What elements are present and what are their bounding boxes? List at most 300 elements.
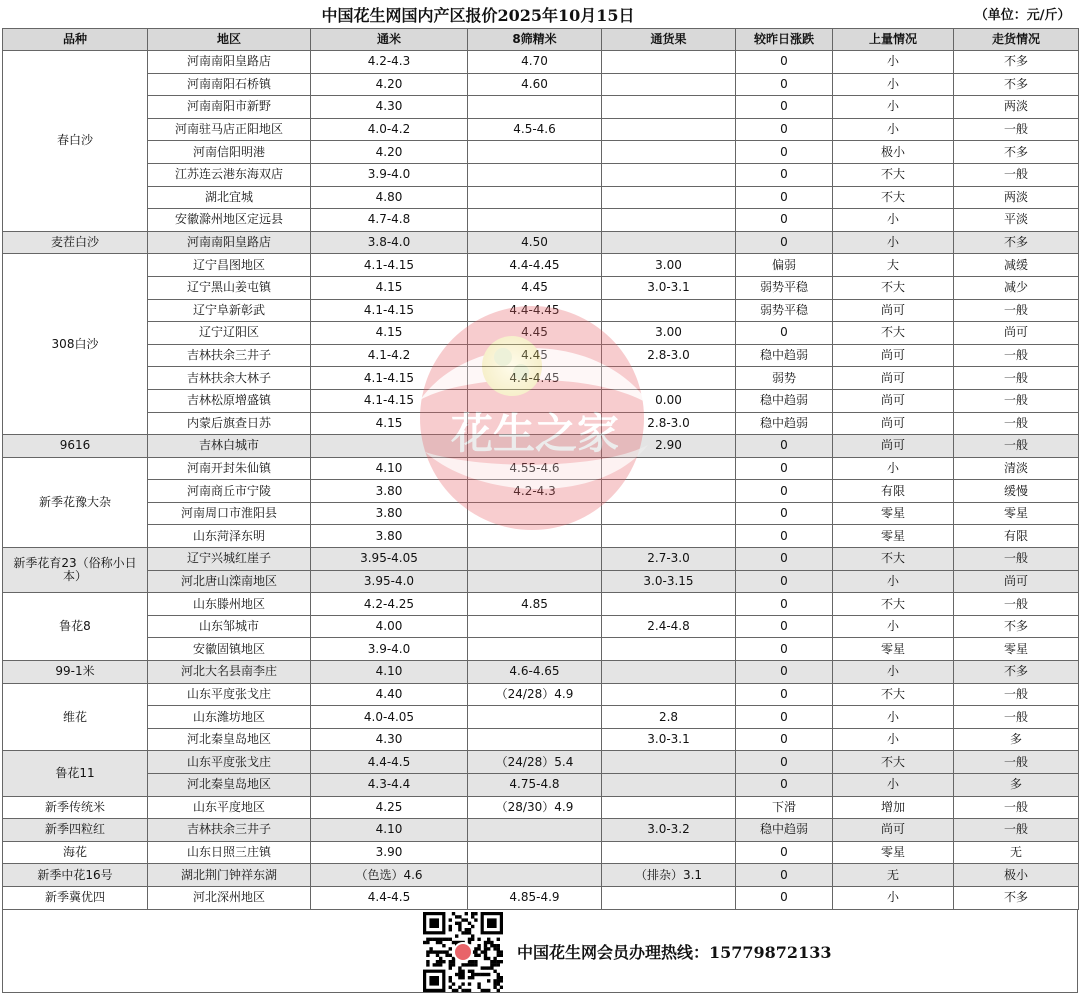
tongmi-cell: 4.2-4.3: [311, 51, 468, 74]
table-row: [3, 299, 1079, 322]
tongmi-cell: 4.00: [311, 615, 468, 638]
8sieve-kernel-cell: [468, 864, 602, 887]
region-cell: 山东日照三庄镇: [148, 841, 311, 864]
daily-change-cell: 0: [736, 548, 833, 571]
header-sales: 走货情况: [954, 29, 1079, 51]
sales-cell: 无: [954, 841, 1079, 864]
in-shell-cell: [602, 367, 736, 390]
daily-change-cell: 0: [736, 480, 833, 503]
qr-code-icon: [423, 912, 503, 992]
sales-cell: 尚可: [954, 570, 1079, 593]
supply-cell: 不大: [833, 683, 954, 706]
tongmi-cell: 4.2-4.25: [311, 593, 468, 616]
sales-cell: 零星: [954, 502, 1079, 525]
region-cell: 吉林白城市: [148, 435, 311, 458]
in-shell-cell: 2.8: [602, 706, 736, 729]
daily-change-cell: 0: [736, 141, 833, 164]
8sieve-kernel-cell: [468, 209, 602, 232]
table-row: [3, 141, 1079, 164]
in-shell-cell: 0.00: [602, 389, 736, 412]
sales-cell: 一般: [954, 367, 1079, 390]
region-cell: 河南商丘市宁陵: [148, 480, 311, 503]
variety-cell: 春白沙: [3, 51, 148, 232]
8sieve-kernel-cell: [468, 548, 602, 571]
tongmi-cell: 4.15: [311, 412, 468, 435]
table-row: [3, 254, 1079, 277]
in-shell-cell: [602, 73, 736, 96]
region-cell: 吉林扶余三井子: [148, 344, 311, 367]
daily-change-cell: 0: [736, 864, 833, 887]
region-cell: 河南驻马店正阳地区: [148, 118, 311, 141]
table-row: [3, 457, 1079, 480]
8sieve-kernel-cell: [468, 819, 602, 842]
sales-cell: 一般: [954, 412, 1079, 435]
daily-change-cell: 0: [736, 593, 833, 616]
sales-cell: 一般: [954, 796, 1079, 819]
supply-cell: 尚可: [833, 299, 954, 322]
table-row: [3, 683, 1079, 706]
member-hotline: 中国花生网会员办理热线：15779872133: [517, 943, 832, 962]
in-shell-cell: [602, 525, 736, 548]
in-shell-cell: [602, 51, 736, 74]
region-cell: 河南信阳明港: [148, 141, 311, 164]
variety-cell: 鲁花8: [3, 593, 148, 661]
region-cell: 河南开封朱仙镇: [148, 457, 311, 480]
8sieve-kernel-cell: （24/28）5.4: [468, 751, 602, 774]
daily-change-cell: 弱势: [736, 367, 833, 390]
8sieve-kernel-cell: [468, 412, 602, 435]
sales-cell: 零星: [954, 638, 1079, 661]
tongmi-cell: 4.20: [311, 141, 468, 164]
tongmi-cell: （色选）4.6: [311, 864, 468, 887]
daily-change-cell: 0: [736, 51, 833, 74]
region-cell: 辽宁黑山姜屯镇: [148, 276, 311, 299]
region-cell: 吉林扶余大林子: [148, 367, 311, 390]
in-shell-cell: [602, 480, 736, 503]
region-cell: 吉林扶余三井子: [148, 819, 311, 842]
region-cell: 辽宁阜新彰武: [148, 299, 311, 322]
sales-cell: 不多: [954, 615, 1079, 638]
tongmi-cell: 4.1-4.2: [311, 344, 468, 367]
in-shell-cell: [602, 118, 736, 141]
supply-cell: 极小: [833, 141, 954, 164]
in-shell-cell: 2.8-3.0: [602, 412, 736, 435]
table-row: [3, 51, 1079, 74]
sales-cell: 不多: [954, 661, 1079, 684]
table-row: [3, 96, 1079, 119]
sales-cell: 缓慢: [954, 480, 1079, 503]
region-cell: 山东菏泽东明: [148, 525, 311, 548]
in-shell-cell: [602, 638, 736, 661]
in-shell-cell: [602, 209, 736, 232]
region-cell: 河北秦皇岛地区: [148, 774, 311, 797]
variety-cell: 新季花豫大杂: [3, 457, 148, 547]
tongmi-cell: 4.1-4.15: [311, 389, 468, 412]
table-row: [3, 118, 1079, 141]
8sieve-kernel-cell: [468, 502, 602, 525]
tongmi-cell: 4.10: [311, 457, 468, 480]
sales-cell: 两淡: [954, 96, 1079, 119]
supply-cell: 小: [833, 73, 954, 96]
tongmi-cell: 4.10: [311, 819, 468, 842]
8sieve-kernel-cell: [468, 525, 602, 548]
in-shell-cell: 3.0-3.1: [602, 276, 736, 299]
sales-cell: 一般: [954, 706, 1079, 729]
daily-change-cell: 0: [736, 118, 833, 141]
sales-cell: 一般: [954, 435, 1079, 458]
variety-cell: 新季传统米: [3, 796, 148, 819]
region-cell: 河南南阳市新野: [148, 96, 311, 119]
8sieve-kernel-cell: [468, 728, 602, 751]
table-row: [3, 841, 1079, 864]
daily-change-cell: 0: [736, 638, 833, 661]
header-tongmi: 通米: [311, 29, 468, 51]
8sieve-kernel-cell: 4.4-4.45: [468, 254, 602, 277]
supply-cell: 小: [833, 706, 954, 729]
supply-cell: 不大: [833, 593, 954, 616]
daily-change-cell: 稳中趋弱: [736, 389, 833, 412]
variety-cell: 鲁花11: [3, 751, 148, 796]
table-row: [3, 728, 1079, 751]
daily-change-cell: 弱势平稳: [736, 299, 833, 322]
supply-cell: 尚可: [833, 819, 954, 842]
supply-cell: 有限: [833, 480, 954, 503]
8sieve-kernel-cell: 4.55-4.6: [468, 457, 602, 480]
8sieve-kernel-cell: 4.45: [468, 322, 602, 345]
supply-cell: 尚可: [833, 344, 954, 367]
tongmi-cell: 4.0-4.2: [311, 118, 468, 141]
tongmi-cell: 4.40: [311, 683, 468, 706]
tongmi-cell: 4.1-4.15: [311, 367, 468, 390]
supply-cell: 零星: [833, 638, 954, 661]
supply-cell: 尚可: [833, 412, 954, 435]
region-cell: 山东潍坊地区: [148, 706, 311, 729]
8sieve-kernel-cell: （24/28）4.9: [468, 683, 602, 706]
daily-change-cell: 下滑: [736, 796, 833, 819]
supply-cell: 不大: [833, 548, 954, 571]
tongmi-cell: 4.15: [311, 276, 468, 299]
8sieve-kernel-cell: [468, 615, 602, 638]
8sieve-kernel-cell: 4.45: [468, 276, 602, 299]
tongmi-cell: 3.80: [311, 502, 468, 525]
sales-cell: 一般: [954, 751, 1079, 774]
tongmi-cell: 3.8-4.0: [311, 231, 468, 254]
watermark-text: 花生之家: [450, 409, 620, 458]
8sieve-kernel-cell: 4.60: [468, 73, 602, 96]
supply-cell: 小: [833, 661, 954, 684]
table-row: [3, 638, 1079, 661]
region-cell: 内蒙后旗查日苏: [148, 412, 311, 435]
table-row: [3, 389, 1079, 412]
in-shell-cell: [602, 751, 736, 774]
unit-label: （单位：元/斤）: [954, 2, 1079, 29]
in-shell-cell: [602, 886, 736, 909]
region-cell: 湖北荆门钟祥东湖: [148, 864, 311, 887]
header-region: 地区: [148, 29, 311, 51]
table-row: [3, 73, 1079, 96]
in-shell-cell: [602, 186, 736, 209]
daily-change-cell: 0: [736, 661, 833, 684]
supply-cell: 零星: [833, 502, 954, 525]
region-cell: 河北深州地区: [148, 886, 311, 909]
8sieve-kernel-cell: 4.50: [468, 231, 602, 254]
sales-cell: 一般: [954, 344, 1079, 367]
8sieve-kernel-cell: [468, 141, 602, 164]
in-shell-cell: 3.0-3.1: [602, 728, 736, 751]
daily-change-cell: 0: [736, 502, 833, 525]
region-cell: 辽宁兴城红崖子: [148, 548, 311, 571]
8sieve-kernel-cell: [468, 186, 602, 209]
region-cell: 山东滕州地区: [148, 593, 311, 616]
sales-cell: 一般: [954, 819, 1079, 842]
daily-change-cell: 0: [736, 96, 833, 119]
in-shell-cell: 2.7-3.0: [602, 548, 736, 571]
table-row: [3, 344, 1079, 367]
table-row: [3, 209, 1079, 232]
supply-cell: 小: [833, 457, 954, 480]
table-row: [3, 480, 1079, 503]
daily-change-cell: 0: [736, 728, 833, 751]
daily-change-cell: 0: [736, 774, 833, 797]
daily-change-cell: 0: [736, 186, 833, 209]
supply-cell: 增加: [833, 796, 954, 819]
region-cell: 河南南阳皇路店: [148, 51, 311, 74]
region-cell: 辽宁辽阳区: [148, 322, 311, 345]
variety-cell: 新季冀优四: [3, 886, 148, 909]
daily-change-cell: 0: [736, 841, 833, 864]
variety-cell: 308白沙: [3, 254, 148, 435]
table-row: [3, 615, 1079, 638]
in-shell-cell: 2.4-4.8: [602, 615, 736, 638]
table-row: [3, 502, 1079, 525]
region-cell: 湖北宜城: [148, 186, 311, 209]
variety-cell: 海花: [3, 841, 148, 864]
daily-change-cell: 0: [736, 231, 833, 254]
in-shell-cell: （排杂）3.1: [602, 864, 736, 887]
table-row: [3, 796, 1079, 819]
in-shell-cell: 3.0-3.15: [602, 570, 736, 593]
in-shell-cell: [602, 457, 736, 480]
daily-change-cell: 0: [736, 615, 833, 638]
daily-change-cell: 稳中趋弱: [736, 819, 833, 842]
tongmi-cell: 4.4-4.5: [311, 751, 468, 774]
sales-cell: 减少: [954, 276, 1079, 299]
table-row: [3, 706, 1079, 729]
variety-cell: 9616: [3, 435, 148, 458]
region-cell: 河南南阳皇路店: [148, 231, 311, 254]
tongmi-cell: 4.30: [311, 96, 468, 119]
sales-cell: 有限: [954, 525, 1079, 548]
sales-cell: 不多: [954, 51, 1079, 74]
region-cell: 河南南阳石桥镇: [148, 73, 311, 96]
header-variety: 品种: [3, 29, 148, 51]
variety-cell: 99-1米: [3, 661, 148, 684]
in-shell-cell: 2.90: [602, 435, 736, 458]
region-cell: 山东平度张戈庄: [148, 751, 311, 774]
supply-cell: 小: [833, 886, 954, 909]
8sieve-kernel-cell: [468, 389, 602, 412]
region-cell: 吉林松原增盛镇: [148, 389, 311, 412]
supply-cell: 小: [833, 728, 954, 751]
table-row: [3, 570, 1079, 593]
region-cell: 江苏连云港东海双店: [148, 163, 311, 186]
supply-cell: 尚可: [833, 389, 954, 412]
in-shell-cell: [602, 661, 736, 684]
8sieve-kernel-cell: 4.4-4.45: [468, 299, 602, 322]
table-row: [3, 231, 1079, 254]
8sieve-kernel-cell: 4.85-4.9: [468, 886, 602, 909]
footer: [2, 909, 1078, 993]
daily-change-cell: 弱势平稳: [736, 276, 833, 299]
table-row: [3, 661, 1079, 684]
in-shell-cell: [602, 502, 736, 525]
tongmi-cell: 4.4-4.5: [311, 886, 468, 909]
8sieve-kernel-cell: （28/30）4.9: [468, 796, 602, 819]
table-row: [3, 525, 1079, 548]
region-cell: 山东平度张戈庄: [148, 683, 311, 706]
variety-cell: 新季花育23（俗称小日本）: [3, 548, 148, 593]
price-table: [2, 2, 1079, 910]
in-shell-cell: 3.00: [602, 254, 736, 277]
supply-cell: 小: [833, 96, 954, 119]
region-cell: 山东邹城市: [148, 615, 311, 638]
tongmi-cell: [311, 435, 468, 458]
tongmi-cell: 4.80: [311, 186, 468, 209]
tongmi-cell: 4.20: [311, 73, 468, 96]
sales-cell: 一般: [954, 299, 1079, 322]
region-cell: 河北大名县南李庄: [148, 661, 311, 684]
in-shell-cell: 2.8-3.0: [602, 344, 736, 367]
table-row: [3, 548, 1079, 571]
variety-cell: 新季中花16号: [3, 864, 148, 887]
header-in-shell: 通货果: [602, 29, 736, 51]
in-shell-cell: [602, 96, 736, 119]
table-row: [3, 819, 1079, 842]
in-shell-cell: [602, 593, 736, 616]
table-row: [3, 322, 1079, 345]
table-row: [3, 163, 1079, 186]
region-cell: 河北秦皇岛地区: [148, 728, 311, 751]
region-cell: 安徽滁州地区定远县: [148, 209, 311, 232]
tongmi-cell: 3.9-4.0: [311, 638, 468, 661]
in-shell-cell: [602, 299, 736, 322]
8sieve-kernel-cell: [468, 435, 602, 458]
variety-cell: 麦茬白沙: [3, 231, 148, 254]
tongmi-cell: 3.95-4.0: [311, 570, 468, 593]
table-row: [3, 864, 1079, 887]
supply-cell: 小: [833, 51, 954, 74]
tongmi-cell: 3.95-4.05: [311, 548, 468, 571]
supply-cell: 零星: [833, 841, 954, 864]
supply-cell: 尚可: [833, 367, 954, 390]
sales-cell: 清淡: [954, 457, 1079, 480]
supply-cell: 小: [833, 774, 954, 797]
in-shell-cell: [602, 774, 736, 797]
tongmi-cell: 4.0-4.05: [311, 706, 468, 729]
page-title: 中国花生网国内产区报价2025年10月15日: [3, 2, 954, 29]
in-shell-cell: [602, 683, 736, 706]
daily-change-cell: 0: [736, 886, 833, 909]
sales-cell: 一般: [954, 389, 1079, 412]
daily-change-cell: 0: [736, 322, 833, 345]
8sieve-kernel-cell: 4.4-4.45: [468, 367, 602, 390]
8sieve-kernel-cell: 4.85: [468, 593, 602, 616]
in-shell-cell: [602, 163, 736, 186]
in-shell-cell: [602, 841, 736, 864]
8sieve-kernel-cell: [468, 706, 602, 729]
region-cell: 辽宁昌图地区: [148, 254, 311, 277]
tongmi-cell: 4.30: [311, 728, 468, 751]
tongmi-cell: 3.90: [311, 841, 468, 864]
region-cell: 安徽固镇地区: [148, 638, 311, 661]
tongmi-cell: 4.10: [311, 661, 468, 684]
header-daily-change: 较昨日涨跌: [736, 29, 833, 51]
tongmi-cell: 4.1-4.15: [311, 254, 468, 277]
sales-cell: 一般: [954, 548, 1079, 571]
variety-cell: 新季四粒红: [3, 819, 148, 842]
tongmi-cell: 4.3-4.4: [311, 774, 468, 797]
8sieve-kernel-cell: 4.70: [468, 51, 602, 74]
table-header-row: [3, 29, 1079, 51]
daily-change-cell: 0: [736, 457, 833, 480]
table-row: [3, 367, 1079, 390]
8sieve-kernel-cell: 4.45: [468, 344, 602, 367]
supply-cell: 小: [833, 570, 954, 593]
region-cell: 河北唐山滦南地区: [148, 570, 311, 593]
table-row: [3, 412, 1079, 435]
8sieve-kernel-cell: 4.6-4.65: [468, 661, 602, 684]
tongmi-cell: 3.80: [311, 480, 468, 503]
region-cell: 山东平度地区: [148, 796, 311, 819]
tongmi-cell: 3.80: [311, 525, 468, 548]
8sieve-kernel-cell: [468, 638, 602, 661]
daily-change-cell: 0: [736, 163, 833, 186]
supply-cell: 无: [833, 864, 954, 887]
table-row: [3, 774, 1079, 797]
sales-cell: 平淡: [954, 209, 1079, 232]
table-row: [3, 186, 1079, 209]
8sieve-kernel-cell: 4.75-4.8: [468, 774, 602, 797]
daily-change-cell: 0: [736, 751, 833, 774]
header-supply: 上量情况: [833, 29, 954, 51]
variety-cell: 维花: [3, 683, 148, 751]
table-row: [3, 751, 1079, 774]
sales-cell: 多: [954, 774, 1079, 797]
table-row: [3, 886, 1079, 909]
8sieve-kernel-cell: 4.2-4.3: [468, 480, 602, 503]
tongmi-cell: 4.25: [311, 796, 468, 819]
daily-change-cell: 0: [736, 525, 833, 548]
in-shell-cell: 3.0-3.2: [602, 819, 736, 842]
daily-change-cell: 0: [736, 570, 833, 593]
sales-cell: 一般: [954, 163, 1079, 186]
supply-cell: 小: [833, 231, 954, 254]
sales-cell: 不多: [954, 73, 1079, 96]
daily-change-cell: 稳中趋弱: [736, 344, 833, 367]
8sieve-kernel-cell: [468, 570, 602, 593]
sales-cell: 多: [954, 728, 1079, 751]
table-row: [3, 435, 1079, 458]
tongmi-cell: 4.15: [311, 322, 468, 345]
sales-cell: 不多: [954, 886, 1079, 909]
supply-cell: 大: [833, 254, 954, 277]
sales-cell: 不多: [954, 141, 1079, 164]
8sieve-kernel-cell: 4.5-4.6: [468, 118, 602, 141]
supply-cell: 小: [833, 615, 954, 638]
sales-cell: 两淡: [954, 186, 1079, 209]
supply-cell: 不大: [833, 322, 954, 345]
sales-cell: 一般: [954, 118, 1079, 141]
